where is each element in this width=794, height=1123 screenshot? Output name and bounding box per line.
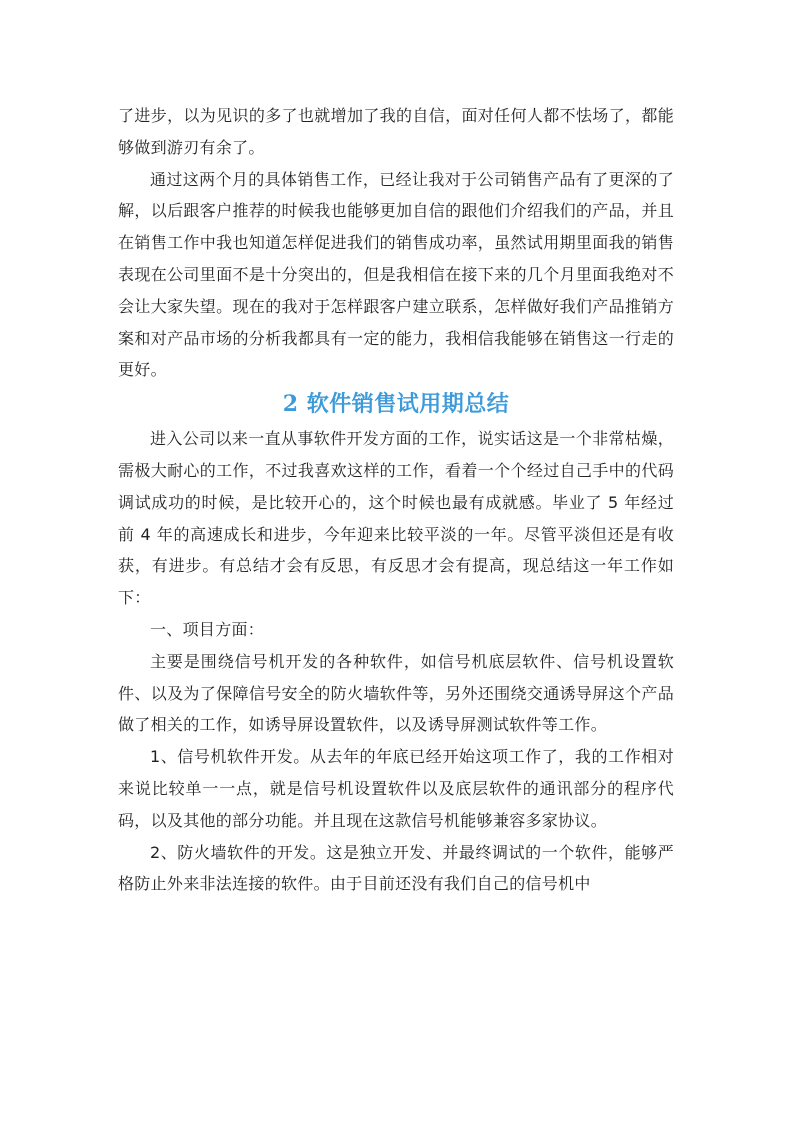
paragraph-continuation: 了进步，以为见识的多了也就增加了我的自信，面对任何人都不怯场了，都能够做到游刃有余了。 (118, 106, 674, 157)
section-heading: 2 软件销售试用期总结 (282, 391, 510, 418)
document-body (118, 100, 674, 900)
paragraph-project-heading: 一、项目方面： (150, 619, 265, 639)
paragraph-signal-software: 1、信号机软件开发。从去年的年底已经开始这项工作了，我的工作相对来说比较单一一点，就是信号机设置软件以及底层软件的通讯部分的程序代码，以及其他的部分功能。并且现在这款信号机能够兼容多家协议。 (118, 747, 674, 830)
paragraph-project-overview: 主要是围绕信号机开发的各种软件，如信号机底层软件、信号机设置软件、以及为了保障信号安全的防火墙软件等，另外还围绕交通诱导屏这个产品做了相关的工作，如诱导屏设置软件，以及诱导屏测试软件等工作。 (118, 651, 674, 735)
paragraph-sales-experience: 通过这两个月的具体销售工作，已经让我对于公司销售产品有了更深的了解，以后跟客户推荐的时候我也能够更加自信的跟他们介绍我们的产品，并且在销售工作中我也知道怎样促进我们的销售成功率，虽然试用期里面我的销售表现在公司里面不是十分突出的，但是我相信在接下来的几个月里面我绝对不会让大家失望。现在的我对于怎样跟客户建立联系，怎样做好我们产品推销方案和对产品市场的分析我都具有一定的能力，我相信我能够在销售这一行走的更好。 (118, 169, 674, 380)
paragraph-firewall-software: 2、防火墙软件的开发。这是独立开发、并最终调试的一个软件，能够严格防止外来非法连接的软件。由于目前还没有我们自己的信号机中 (118, 842, 674, 894)
paragraph-intro: 进入公司以来一直从事软件开发方面的工作，说实话这是一个非常枯燥，需极大耐心的工作，不过我喜欢这样的工作，看着一个个经过自己手中的代码调试成功的时候，是比较开心的，这个时候也最有成就感。毕业了 5 年经过前 4 年的高速成长和进步，今年迎来比较平淡的一年。尽管平淡但还是有收获，有进步。有总结才会有反思，有反思才会有提高，现总结这一年工作如下： (118, 429, 674, 608)
